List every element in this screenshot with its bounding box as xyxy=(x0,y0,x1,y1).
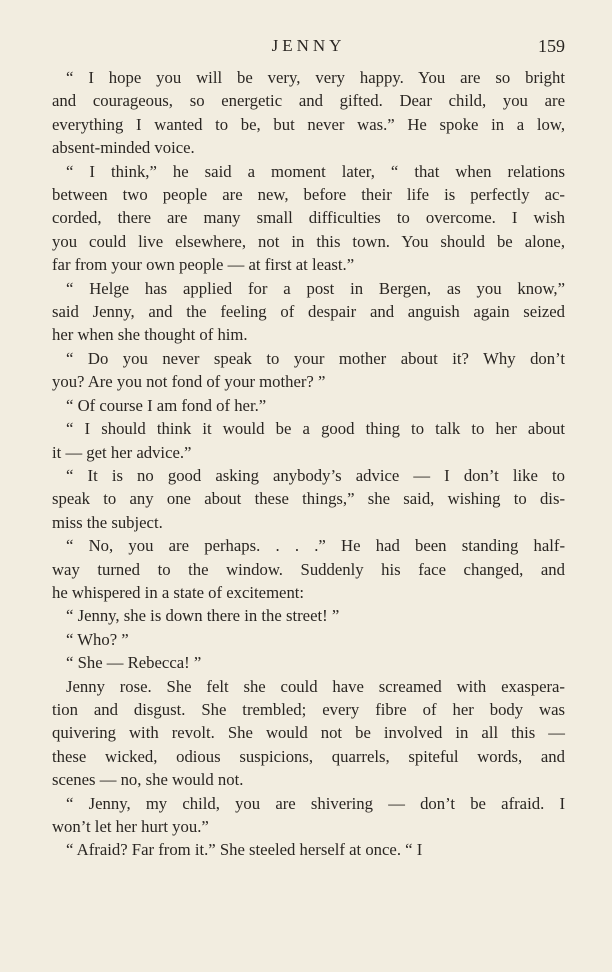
text-line: you could live elsewhere, not in this town. You should be alone, xyxy=(52,231,565,251)
text-line: way turned to the window. Suddenly his face changed, and xyxy=(52,559,565,579)
text-line: “ Helge has applied for a post in Bergen, as you know,” xyxy=(66,278,565,298)
text-line: “ I think,” he said a moment later, “ that when relations xyxy=(66,161,565,181)
text-line: said Jenny, and the feeling of despair and anguish again seized xyxy=(52,302,565,322)
paragraph xyxy=(52,792,565,839)
text-line: speak to any one about these things,” she said, wishing to dis- xyxy=(52,489,565,509)
paragraph xyxy=(52,394,565,417)
text-line: miss the subject. xyxy=(52,512,163,532)
text-line: corded, there are many small difficulties to overcome. I wish xyxy=(52,208,565,228)
text-line: and courageous, so energetic and gifted. Dear child, you are xyxy=(52,91,565,111)
text-line: everything I wanted to be, but never was.” He spoke in a low, xyxy=(52,114,565,134)
text-line: it — get her advice.” xyxy=(52,442,192,462)
paragraph xyxy=(52,534,565,604)
text-line: tion and disgust. She trembled; every fibre of her body was xyxy=(52,699,565,719)
text-line: her when she thought of him. xyxy=(52,325,248,345)
text-line: scenes — no, she would not. xyxy=(52,770,244,790)
paragraph xyxy=(52,628,565,651)
text-line: won’t let her hurt you.” xyxy=(52,817,209,836)
text-line: “ Afraid? Far from it.” She steeled herself at once. “ I xyxy=(66,840,423,860)
text-line: absent-minded voice. xyxy=(52,138,195,158)
text-line: Jenny rose. She felt she could have screamed with exaspera- xyxy=(66,676,565,696)
paragraph xyxy=(52,651,565,674)
paragraph xyxy=(52,66,565,160)
page-number: 159 xyxy=(538,36,565,56)
text-line: far from your own people — at first at least.” xyxy=(52,255,355,275)
paragraph xyxy=(52,675,565,792)
paragraph xyxy=(52,347,565,394)
text-line: “ I should think it would be a good thing to talk to her about xyxy=(66,419,565,439)
paragraph xyxy=(52,277,565,347)
text-line: “ She — Rebecca! ” xyxy=(66,653,202,673)
text-line: “ It is no good asking anybody’s advice — I don’t like to xyxy=(66,465,565,485)
text-line: these wicked, odious suspicions, quarrels, spiteful words, and xyxy=(52,746,565,766)
running-head-title: JENNY xyxy=(271,36,346,55)
paragraph xyxy=(52,604,565,627)
body-text xyxy=(52,66,565,862)
text-line: “ Do you never speak to your mother about it? Why don’t xyxy=(66,348,565,368)
text-line: “ Jenny, my child, you are shivering — don’t be afraid. I xyxy=(66,793,565,813)
text-line: you? Are you not fond of your mother? ” xyxy=(52,372,326,392)
paragraph xyxy=(52,838,565,861)
text-line: “ Who? ” xyxy=(66,629,129,649)
text-line: “ I hope you will be very, very happy. You are so bright xyxy=(66,68,565,87)
text-line: “ Jenny, she is down there in the street! ” xyxy=(66,606,340,626)
text-line: quivering with revolt. She would not be involved in all this — xyxy=(52,723,565,743)
text-line: “ No, you are perhaps. . . .” He had been standing half- xyxy=(66,536,565,556)
text-line: “ Of course I am fond of her.” xyxy=(66,395,267,415)
running-head xyxy=(52,36,565,60)
text-line: he whispered in a state of excitement: xyxy=(52,582,305,602)
paragraph xyxy=(52,417,565,464)
text-line: between two people are new, before their life is perfectly ac- xyxy=(52,185,565,205)
paragraph xyxy=(52,464,565,534)
paragraph xyxy=(52,160,565,277)
